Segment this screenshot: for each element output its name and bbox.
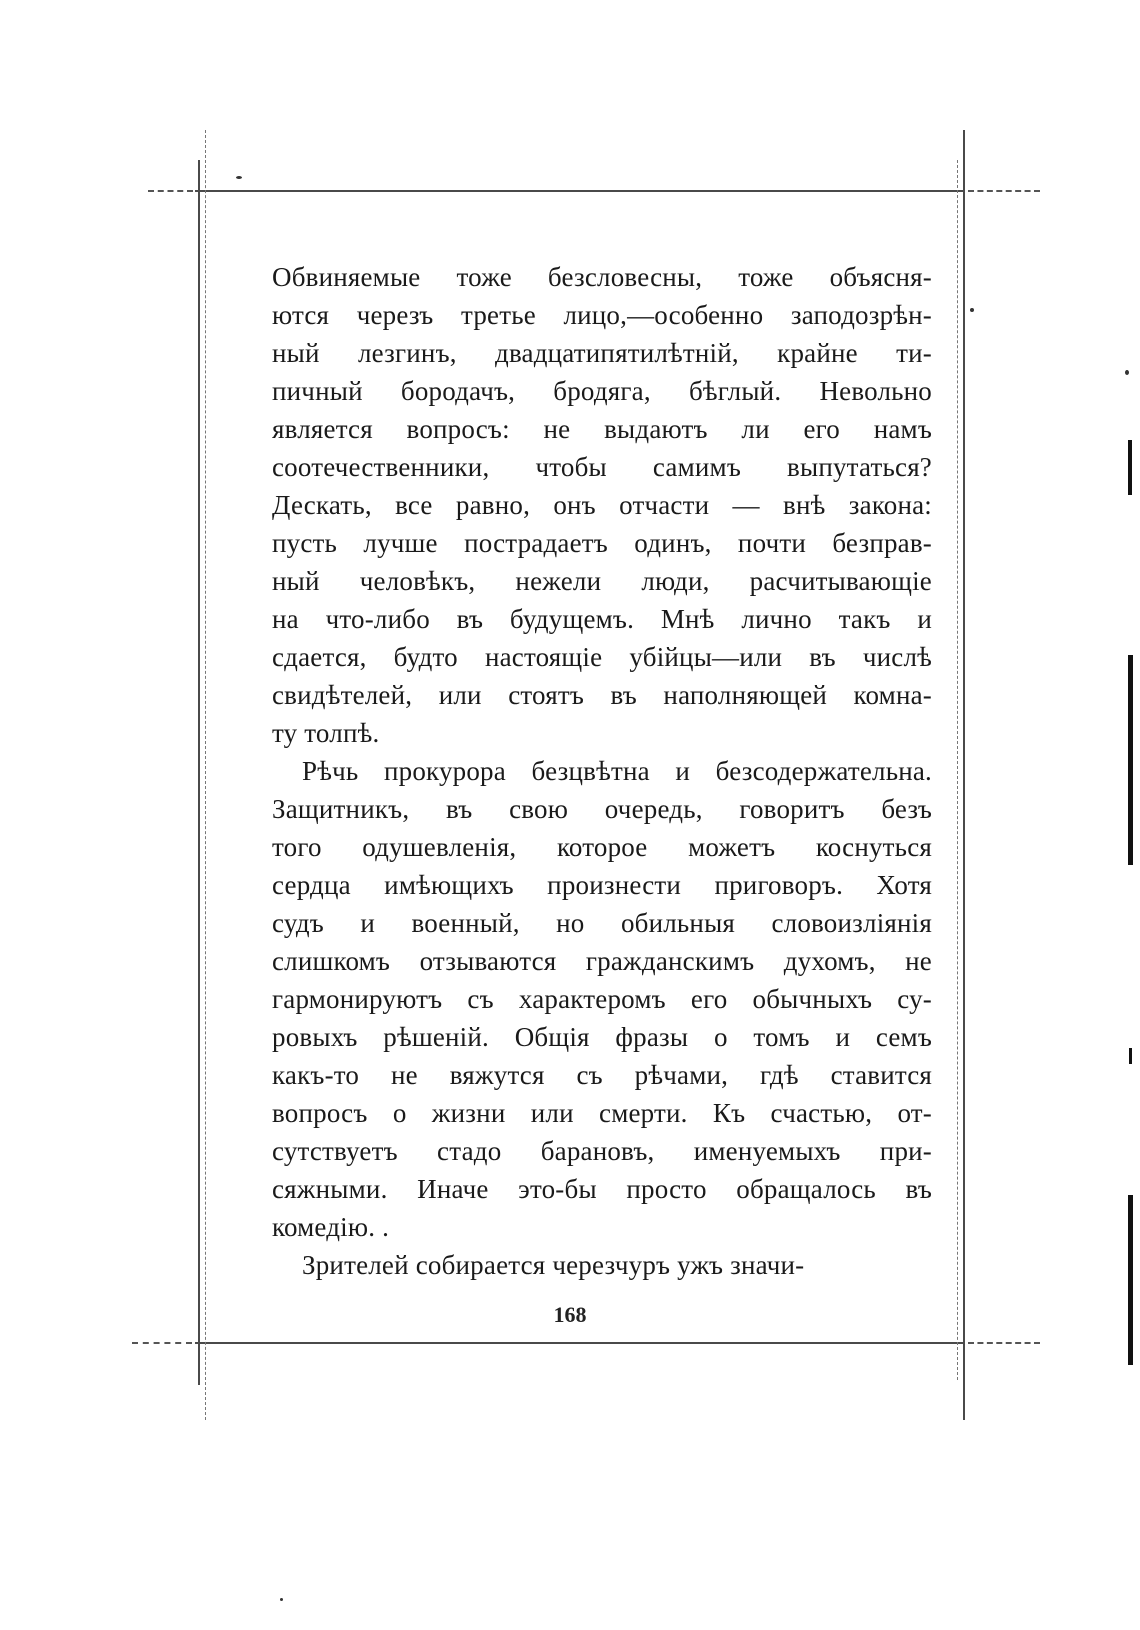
frame-bottom-right-tick [968,1342,1040,1344]
text-line: Обвиняемые тоже безсловесны, тоже объясня- [272,262,932,292]
text-line: ту толпѣ. [272,718,380,748]
frame-top-right-tick [968,190,1040,192]
text-line: вопросъ о жизни или смерти. Къ счастью, от- [272,1098,932,1128]
text-line: пусть лучше пострадаетъ одинъ, почти безправ- [272,528,932,558]
text-line: пичный бородачъ, бродяга, бѣглый. Невольно [272,376,932,406]
scan-edge-mark [1128,655,1133,865]
text-line: сутствуетъ стадо барановъ, именуемыхъ при- [272,1136,932,1166]
frame-top-rule [195,190,965,192]
frame-left-rule [198,160,200,1385]
scan-speck [280,1598,283,1601]
scan-speck [236,176,242,179]
text-line: того одушевленія, которое можетъ коснуться [272,832,932,862]
text-line: какъ-то не вяжутся съ рѣчами, гдѣ ставится [272,1060,932,1090]
frame-left-outer-dash [205,130,206,1420]
scan-edge-mark [1128,1195,1133,1365]
text-line: Защитникъ, въ свою очередь, говоритъ безъ [272,794,932,824]
body-text [272,258,932,1284]
text-line: Рѣчь прокурора безцвѣтна и безсодержательна. [302,756,932,786]
text-line: гармонируютъ съ характеромъ его обычныхъ су- [272,984,932,1014]
frame-top-left-tick [148,190,193,192]
frame-right-inner-dash [957,160,958,1380]
paragraph-3 [272,1246,932,1284]
text-line: слишкомъ отзываются гражданскимъ духомъ, не [272,946,932,976]
text-line: ный человѣкъ, нежели люди, расчитывающіе [272,566,932,596]
text-line: свидѣтелей, или стоятъ въ наполняющей комна- [272,680,932,710]
scan-speck [970,308,974,312]
text-line: ются черезъ третье лицо,—особенно заподозрѣн- [272,300,932,330]
text-line: ровыхъ рѣшеній. Общія фразы о томъ и семъ [272,1022,932,1052]
text-line: комедію. . [272,1212,390,1242]
paragraph-2 [272,752,932,1246]
text-line: на что-либо въ будущемъ. Мнѣ лично такъ и [272,604,932,634]
paragraph-1 [272,258,932,752]
text-line: сердца имѣющихъ произнести приговоръ. Хотя [272,870,932,900]
text-line: судъ и военный, но обильныя словоизліянія [272,908,932,938]
text-line: ный лезгинъ, двадцатипятилѣтній, крайне ти- [272,338,932,368]
scan-edge-mark [1128,440,1132,495]
frame-right-rule [963,130,965,1420]
text-line: Дескать, все равно, онъ отчасти — внѣ закона: [272,490,932,520]
page-number: 168 [553,1302,587,1327]
text-line: соотечественники, чтобы самимъ выпутаться? [272,452,932,482]
scan-speck [1125,370,1129,375]
scan-edge-mark [1129,1048,1132,1064]
frame-bottom-rule [195,1342,965,1344]
text-line: является вопросъ: не выдаютъ ли его намъ [272,414,932,444]
text-line: Зрителей собирается черезчуръ ужъ значи- [302,1250,805,1280]
frame-bottom-left-tick [132,1342,192,1344]
text-line: сдается, будто настоящіе убійцы—или въ числѣ [272,642,932,672]
text-line: сяжными. Иначе это-бы просто обращалось въ [272,1174,932,1204]
